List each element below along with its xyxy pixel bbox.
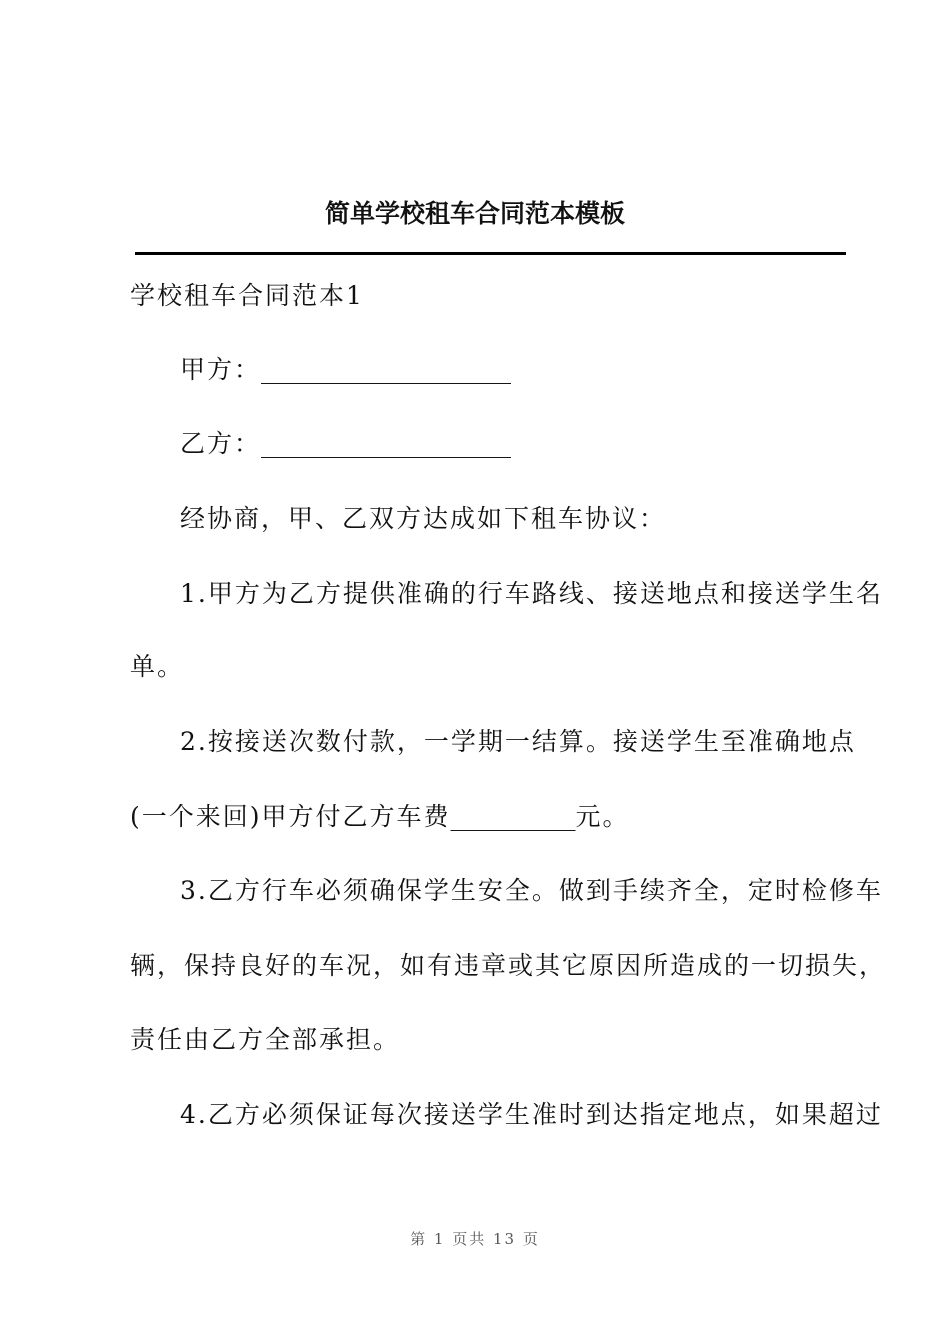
clause-2-line-2: [130, 799, 630, 835]
document-title: 简单学校租车合同范本模板: [324, 199, 625, 228]
clause-3-line-2: 辆，保持良好的车况，如有违章或其它原因所造成的一切损失，: [130, 951, 887, 980]
clause-3-line-3: 责任由乙方全部承担。: [130, 1025, 401, 1054]
party-a-blank: ____________________: [261, 355, 512, 384]
clause-1-line-2: 单。: [130, 652, 185, 681]
page-number-footer: 第 1 页共 13 页: [410, 1230, 540, 1248]
clause-2-line-1: 2.按接送次数付款，一学期一结算。接送学生至准确地点: [180, 727, 856, 756]
party-b-blank: ____________________: [261, 429, 512, 458]
section-heading: 学校租车合同范本1: [130, 281, 364, 310]
clause-3-line-1: 3.乙方行车必须确保学生安全。做到手续齐全，定时检修车: [180, 876, 883, 905]
clause-4-line-1: 4.乙方必须保证每次接送学生准时到达指定地点，如果超过: [180, 1100, 883, 1129]
party-a-line: [180, 352, 511, 388]
clause-1-line-1: 1.甲方为乙方提供准确的行车路线、接送地点和接送学生名: [180, 579, 883, 608]
party-b-label: 乙方：: [180, 429, 262, 458]
fee-unit: 元。: [575, 802, 630, 831]
clause-2-text: (一个来回)甲方付乙方车费: [130, 802, 451, 831]
party-a-label: 甲方：: [180, 355, 262, 384]
paragraph-intro: 经协商，甲、乙双方达成如下租车协议：: [180, 504, 667, 533]
party-b-line: [180, 426, 511, 462]
fee-blank: __________: [450, 802, 576, 831]
title-divider: [135, 252, 846, 255]
